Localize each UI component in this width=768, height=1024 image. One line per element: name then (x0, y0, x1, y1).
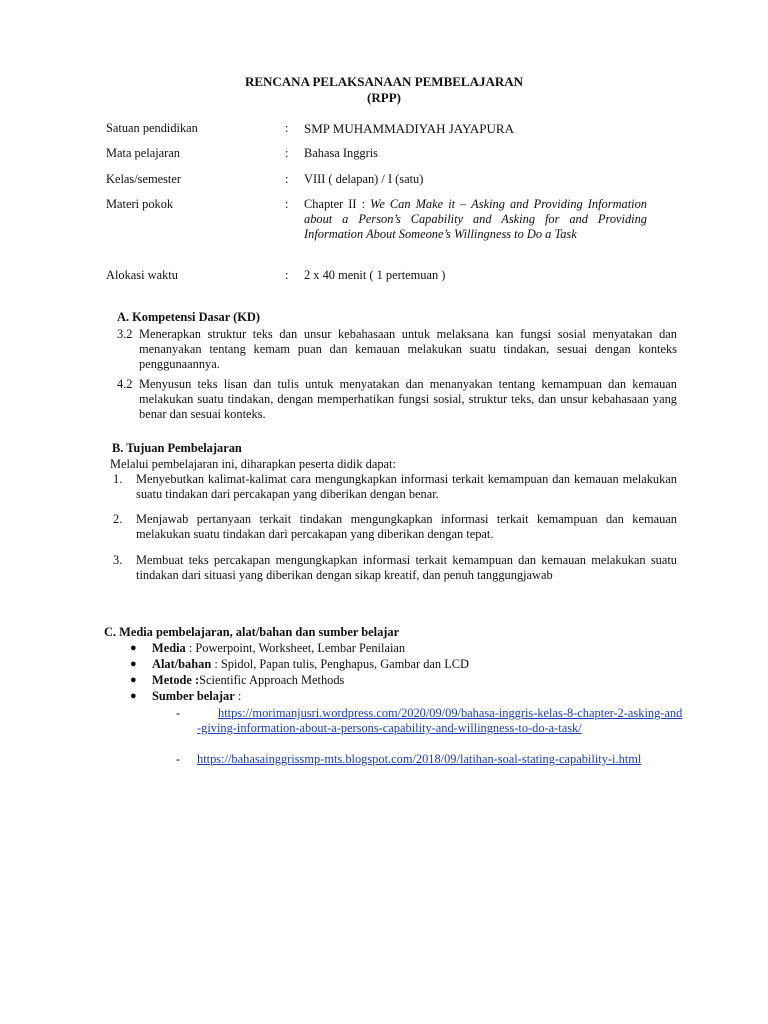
tujuan-number: 3. (113, 553, 123, 567)
info-value: SMP MUHAMMADIYAH JAYAPURA (304, 121, 514, 136)
tujuan-number: 2. (113, 512, 123, 526)
kd-number: 4.2 (117, 377, 133, 391)
info-label: Kelas/semester (106, 172, 182, 186)
info-label: Mata pelajaran (106, 146, 180, 160)
info-value: VIII ( delapan) / I (satu) (304, 172, 424, 186)
bullet-icon: ● (130, 674, 137, 686)
materi-prefix: Chapter II : (304, 197, 366, 211)
document-title: RENCANA PELAKSANAAN PEMBELAJARAN (244, 74, 524, 89)
section-c-heading: C. Media pembelajaran, alat/bahan dan sumber belajar (104, 625, 400, 639)
tujuan-text: Menyebutkan kalimat-kalimat cara mengungkapkan informasi terkait kemampuan dan kemauan melakukan suatu tindakan dari percakapan yang diberikan dengan benar. (136, 472, 677, 501)
source-link-url[interactable]: https://morimanjusri.wordpress.com/2020/09/09/bahasa-inggris-kelas-8-chapter-2-asking-and-giving-information-about-a-persons-capability-and-willingness-to-do-a-task/ (197, 706, 683, 735)
section-b-heading: B. Tujuan Pembelajaran (112, 441, 242, 455)
section-a-heading: A. Kompetensi Dasar (KD) (117, 310, 260, 324)
bullet-icon: ● (130, 690, 137, 702)
bullet-value: Scientific Approach Methods (199, 673, 345, 687)
bullet-label: Metode : (152, 673, 200, 687)
materi-title: We Can Make it – Asking and Providing Information about a Person’s Capability and Asking for and Providing Information About Someone’s Willingness to Do a Task (304, 197, 647, 241)
source-link-url[interactable]: https://bahasainggrissmp-mts.blogspot.com/2018/09/latihan-soal-stating-capability-i.html (197, 752, 642, 766)
tujuan-text: Membuat teks percakapan mengungkapkan informasi terkait kemampuan dan kemauan melakukan suatu tindakan dari situasi yang diberikan dengan sikap kreatif, dan penuh tanggungjawab (136, 553, 677, 582)
info-colon: : (285, 146, 289, 160)
info-label: Alokasi waktu (106, 268, 178, 282)
dash-marker: - (176, 752, 181, 766)
info-colon: : (285, 197, 289, 211)
section-b-intro: Melalui pembelajaran ini, diharapkan peserta didik dapat: (110, 457, 396, 471)
dash-marker: - (176, 706, 181, 720)
bullet-icon: ● (130, 658, 137, 670)
info-value-materi (304, 197, 647, 242)
bullet-label: Alat/bahan (152, 657, 212, 671)
info-colon: : (285, 172, 289, 186)
source-link[interactable] (197, 752, 683, 767)
info-colon: : (285, 121, 289, 135)
bullet-value: : (234, 689, 242, 703)
info-label: Satuan pendidikan (106, 121, 198, 135)
kd-text: Menerapkan struktur teks dan unsur kebahasaan untuk melaksana kan fungsi sosial menyatakan dan menanyakan tentang kemam puan dan kemauan melakukan suatu tindakan, sesuai dengan konteks penggunaannya. (139, 327, 677, 371)
bullet-icon: ● (130, 642, 137, 654)
tujuan-number: 1. (113, 472, 123, 486)
bullet-value: : Powerpoint, Worksheet, Lembar Penilaian (185, 641, 406, 655)
tujuan-text: Menjawab pertanyaan terkait tindakan mengungkapkan informasi terkait kemampuan dan kemauan melakukan suatu tindakan dari percakapan yang diberikan dengan tepat. (136, 512, 677, 541)
info-value: 2 x 40 menit ( 1 pertemuan ) (304, 268, 446, 282)
kd-number: 3.2 (117, 327, 133, 341)
info-value: Bahasa Inggris (304, 146, 378, 160)
bullet-label: Media (152, 641, 186, 655)
bullet-value: : Spidol, Papan tulis, Penghapus, Gambar dan LCD (211, 657, 469, 671)
info-label: Materi pokok (106, 197, 174, 211)
kd-text: Menyusun teks lisan dan tulis untuk menyatakan dan menanyakan tentang kemampuan dan kemauan melakukan suatu tindakan, dengan memperhatikan fungsi sosial, struktur teks, dan unsur kebahasaan yang benar dan sesuai konteks. (139, 377, 677, 421)
source-link[interactable] (197, 706, 683, 736)
info-colon: : (285, 268, 289, 282)
bullet-label: Sumber belajar (152, 689, 235, 703)
document-subtitle: (RPP) (367, 90, 401, 105)
